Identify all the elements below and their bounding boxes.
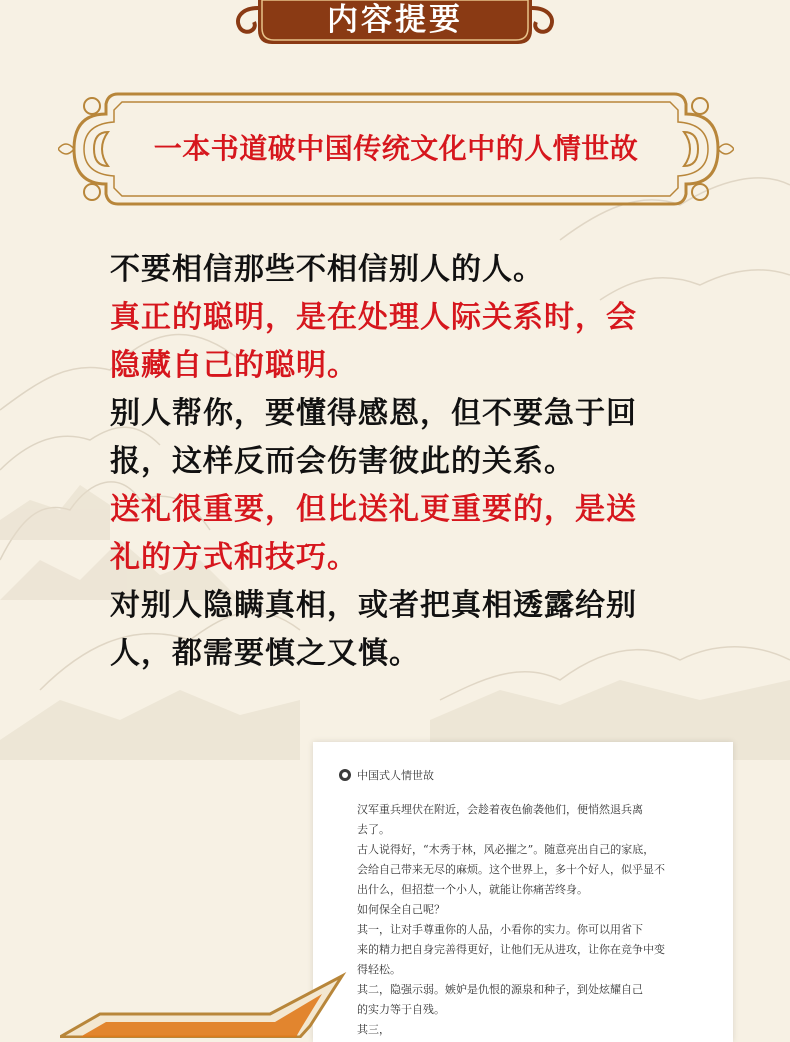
- quote-line: 别人帮你，要懂得感恩，但不要急于回: [110, 396, 637, 431]
- page-title: 内容提要: [327, 2, 463, 38]
- quote-line-highlight: 隐藏自己的聪明。: [110, 348, 358, 383]
- quote-list: [110, 246, 730, 678]
- book-body-text: [357, 800, 697, 1040]
- book-line: 如何保全自己呢？: [357, 903, 445, 916]
- book-line: 古人说得好，“木秀于林，风必摧之”。随意亮出自己的家底，: [357, 843, 655, 856]
- quote-line-highlight: 送礼很重要，但比送礼更重要的，是送: [110, 492, 637, 527]
- book-logo-icon: [339, 769, 351, 781]
- book-line: 的实力等于自残。: [357, 1003, 445, 1016]
- quote-line: 报，这样反而会伤害彼此的关系。: [110, 444, 575, 479]
- speech-arrow-icon: [60, 968, 350, 1038]
- book-page-preview: [313, 742, 733, 1042]
- subtitle: 一本书道破中国传统文化中的人情世故: [153, 132, 639, 165]
- book-line: 其二，隐强示弱。嫉妒是仇恨的源泉和种子，到处炫耀自己: [357, 983, 643, 996]
- book-running-header: [339, 766, 434, 784]
- quote-line: 对别人隐瞒真相，或者把真相透露给别: [110, 588, 637, 623]
- book-line: 其三，: [357, 1023, 390, 1036]
- book-line: 其一，让对手尊重你的人品，小看你的实力。你可以用省下: [357, 923, 643, 936]
- quote-line: 人，都需要慎之又慎。: [110, 636, 420, 671]
- quote-line: 不要相信那些不相信别人的人。: [110, 252, 544, 287]
- book-line: 出什么，但招惹一个小人，就能让你痛苦终身。: [357, 883, 588, 896]
- book-title: 中国式人情世故: [357, 769, 434, 782]
- quote-line-highlight: 真正的聪明，是在处理人际关系时，会: [110, 300, 637, 335]
- book-line: 汉军重兵埋伏在附近，会趁着夜色偷袭他们，便悄然退兵离: [357, 803, 643, 816]
- book-line: 去了。: [357, 823, 390, 836]
- quote-line-highlight: 礼的方式和技巧。: [110, 540, 358, 575]
- book-line: 来的精力把自身完善得更好，让他们无从进攻，让你在竞争中变: [357, 943, 665, 956]
- book-line: 得轻松。: [357, 963, 401, 976]
- book-line: 会给自己带来无尽的麻烦。这个世界上，多十个好人，似乎显不: [357, 863, 665, 876]
- header-banner: [228, 0, 562, 50]
